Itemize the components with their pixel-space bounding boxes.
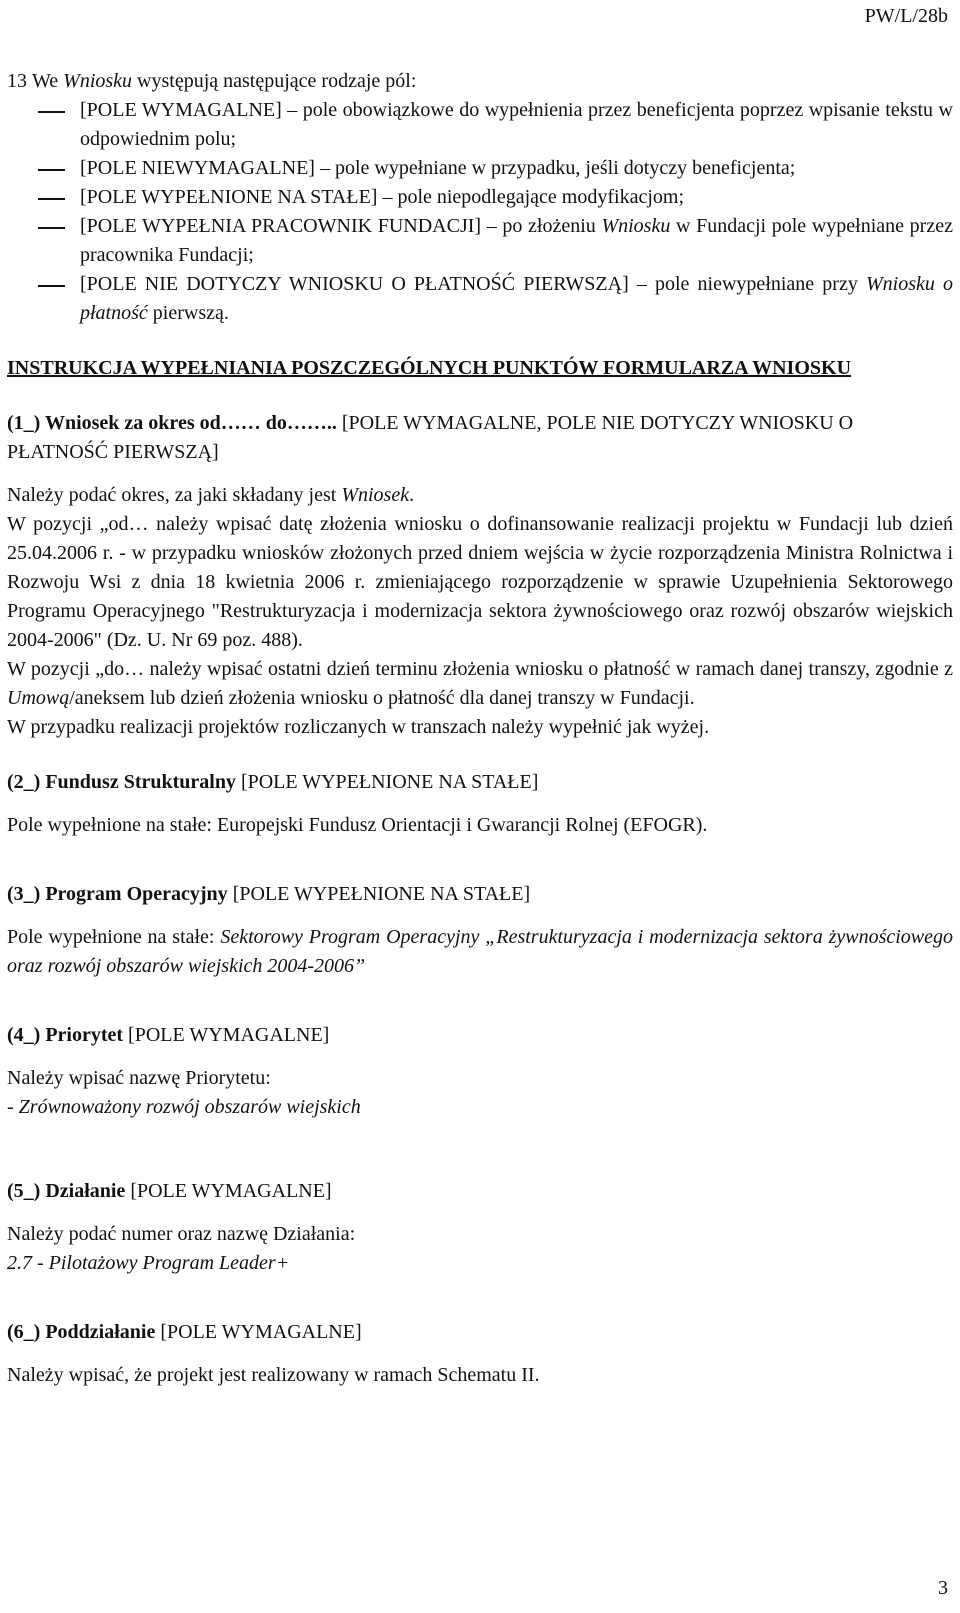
intro-text: We bbox=[32, 70, 64, 92]
intro-text-after: występują następujące rodzaje pól: bbox=[132, 70, 417, 92]
section-1-paragraph-from: W pozycji „od… należy wpisać datę złożenia wniosku o dofinansowanie realizacji projektu w Fundacji lub dzień 25.04.2006 r. - w przypadku wniosków złożonych przed dniem wejścia w życie rozporządzenia Ministra Rolnictwa i Rozwoju Wsi z dnia 18 kwietnia 2006 r. zmieniającego rozporządzenie w sprawie Uzupełnienia Sektorowego Programu Operacyjnego "Restrukturyzacja i modernizacja sektora żywnościowego oraz rozwój obszarów wiejskich 2004-2006" (Dz. U. Nr 69 poz. 488). bbox=[7, 513, 953, 651]
document-body bbox=[7, 67, 953, 1390]
dash-icon bbox=[38, 227, 65, 229]
list-item: [POLE WYPEŁNIA PRACOWNIK FUNDACJI] – po złożeniu Wniosku w Fundacji pole wypełniane przez pracownika Fundacji; bbox=[7, 212, 953, 270]
section-5-title: (5_) Działanie bbox=[7, 1180, 126, 1202]
section-1-paragraph-tranches: W przypadku realizacji projektów rozliczanych w transzach należy wypełnić jak wyżej. bbox=[7, 716, 710, 738]
field-tag: [POLE WYMAGALNE] bbox=[125, 1180, 332, 1202]
list-item: [POLE NIE DOTYCZY WNIOSKU O PŁATNOŚĆ PIERWSZĄ] – pole niewypełniane przy Wniosku o płatność pierwszą. bbox=[7, 270, 953, 328]
section-6-heading bbox=[7, 1318, 953, 1347]
section-4-title: (4_) Priorytet bbox=[7, 1024, 124, 1046]
section-5-heading bbox=[7, 1177, 953, 1206]
section-5-value: 2.7 - Pilotażowy Program Leader+ bbox=[7, 1252, 290, 1274]
list-item: [POLE WYPEŁNIONE NA STAŁE] – pole niepodlegające modyfikacjom; bbox=[7, 183, 953, 212]
section-3-heading bbox=[7, 880, 953, 909]
intro-italic: Wniosku bbox=[63, 70, 133, 92]
section-6-title: (6_) Poddziałanie bbox=[7, 1321, 156, 1343]
document-id: PW/L/28b bbox=[864, 5, 948, 27]
dash-icon bbox=[38, 111, 65, 113]
field-tag: [POLE WYMAGALNE] bbox=[123, 1024, 330, 1046]
page-number: 3 bbox=[938, 1577, 948, 1599]
section-6-text: Należy wpisać, że projekt jest realizowany w ramach Schematu II. bbox=[7, 1364, 540, 1386]
section-2-heading bbox=[7, 768, 953, 797]
dash-icon bbox=[38, 285, 65, 287]
section-1-intro: Należy podać okres, za jaki składany jest Wniosek. bbox=[7, 484, 415, 506]
section-4-text: Należy wpisać nazwę Priorytetu: bbox=[7, 1067, 271, 1089]
section-1-title: (1_) Wniosek za okres od…… do…….. bbox=[7, 412, 337, 434]
intro-line bbox=[7, 67, 953, 96]
list-item: [POLE WYMAGALNE] – pole obowiązkowe do wypełnienia przez beneficjenta poprzez wpisanie tekstu w odpowiednim polu; bbox=[7, 96, 953, 154]
section-1-paragraph-to: W pozycji „do… należy wpisać ostatni dzień terminu złożenia wniosku o płatność w ramach danej transzy, zgodnie z Umową/aneksem lub dzień złożenia wniosku o płatność dla danej transzy w Fundacji. bbox=[7, 658, 953, 709]
field-tag: [POLE WYMAGALNE, POLE NIE DOTYCZY WNIOSKU O PŁATNOŚĆ PIERWSZĄ] bbox=[7, 412, 854, 463]
section-1-heading bbox=[7, 409, 953, 467]
instructions-heading: INSTRUKCJA WYPEŁNIANIA POSZCZEGÓLNYCH PUNKTÓW FORMULARZA WNIOSKU bbox=[7, 357, 852, 379]
section-5-text: Należy podać numer oraz nazwę Działania: bbox=[7, 1223, 356, 1245]
section-4-value: - Zrównoważony rozwój obszarów wiejskich bbox=[7, 1096, 361, 1118]
section-2-title: (2_) Fundusz Strukturalny bbox=[7, 771, 236, 793]
dash-icon bbox=[38, 198, 65, 200]
field-tag: [POLE WYPEŁNIONE NA STAŁE] bbox=[227, 883, 531, 905]
list-item: [POLE NIEWYMAGALNE] – pole wypełniane w przypadku, jeśli dotyczy beneficjenta; bbox=[7, 154, 953, 183]
field-tag: [POLE WYMAGALNE] bbox=[155, 1321, 362, 1343]
field-tag: [POLE WYPEŁNIONE NA STAŁE] bbox=[235, 771, 539, 793]
section-3-text: Pole wypełnione na stałe: Sektorowy Program Operacyjny „Restrukturyzacja i modernizacja sektora żywnościowego oraz rozwój obszarów wiejskich 2004-2006” bbox=[7, 926, 953, 977]
field-types-list bbox=[7, 96, 953, 328]
dash-icon bbox=[38, 169, 65, 171]
section-number: 13 bbox=[7, 70, 27, 92]
section-3-title: (3_) Program Operacyjny bbox=[7, 883, 228, 905]
section-4-heading bbox=[7, 1021, 953, 1050]
section-2-text: Pole wypełnione na stałe: Europejski Fundusz Orientacji i Gwarancji Rolnej (EFOGR). bbox=[7, 814, 708, 836]
